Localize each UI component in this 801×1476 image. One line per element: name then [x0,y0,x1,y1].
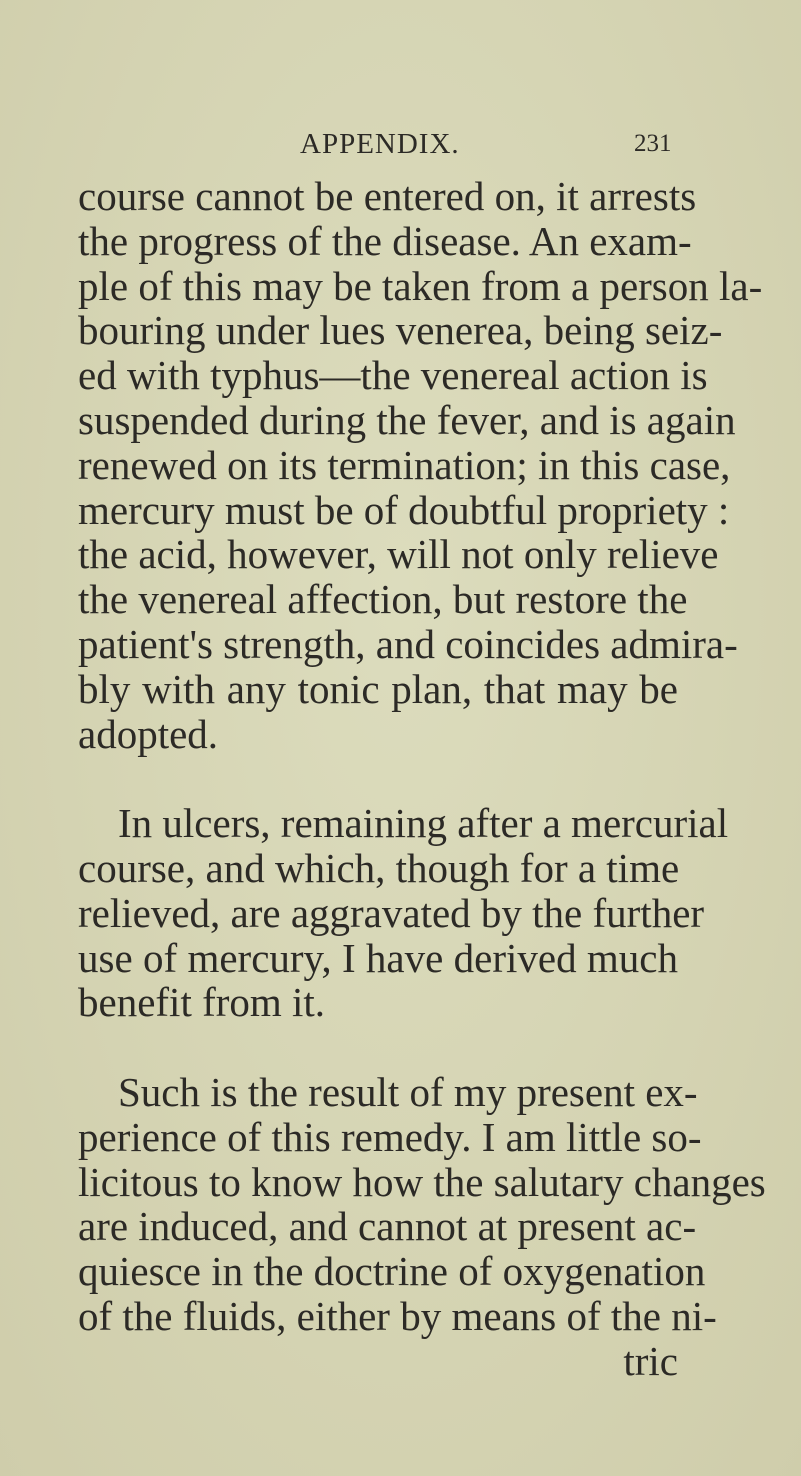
text-line: perience of this remedy. I am little so- [78,1113,702,1160]
text-line: course cannot be entered on, it arrests [78,173,697,219]
paragraph [78,800,729,1026]
text-line: adopted. [78,710,219,757]
text-line: the acid, however, will not only relieve [78,531,719,578]
text-line: renewed on its termination; in this case, [78,441,731,488]
text-line: mercury must be of doubtful propriety : [78,486,730,533]
text-line: relieved, are aggravated by the further [78,889,705,936]
text-line: licitous to know how the salutary changes [78,1158,766,1205]
text-line: use of mercury, I have derived much [78,934,678,981]
text-line: benefit from it. [78,979,326,1026]
paragraph-gap [78,1025,678,1070]
text-line: quiesce in the doctrine of oxygenation [78,1248,706,1295]
text-line: bouring under lues venerea, being seiz- [78,307,723,354]
running-title: APPENDIX. [300,128,460,160]
text-line: bly with any tonic plan, that may be [78,665,678,712]
catchword: tric [623,1337,678,1384]
page-number: 231 [634,130,672,157]
text-line: Such is the result of my present ex- [118,1068,698,1115]
text-line: the venereal affection, but restore the [78,576,688,623]
text-line: are induced, and cannot at present ac- [78,1203,697,1250]
text-line: the progress of the disease. An exam- [78,217,692,264]
text-line: of the fluids, either by means of the ni- [78,1292,717,1339]
text-line: ple of this may be taken from a person la- [78,262,763,309]
text-line: patient's strength, and coincides admira- [78,620,738,667]
paragraph [78,1068,766,1339]
text-line: course, and which, though for a time [78,844,680,891]
body-text [78,173,766,1384]
running-head [300,128,680,172]
text-line: In ulcers, remaining after a mercurial [118,800,729,847]
paragraph-gap [78,756,678,801]
text-line: ed with typhus—the venereal action is [78,352,708,399]
paragraph [78,173,763,757]
text-line: suspended during the fever, and is again [78,396,736,443]
